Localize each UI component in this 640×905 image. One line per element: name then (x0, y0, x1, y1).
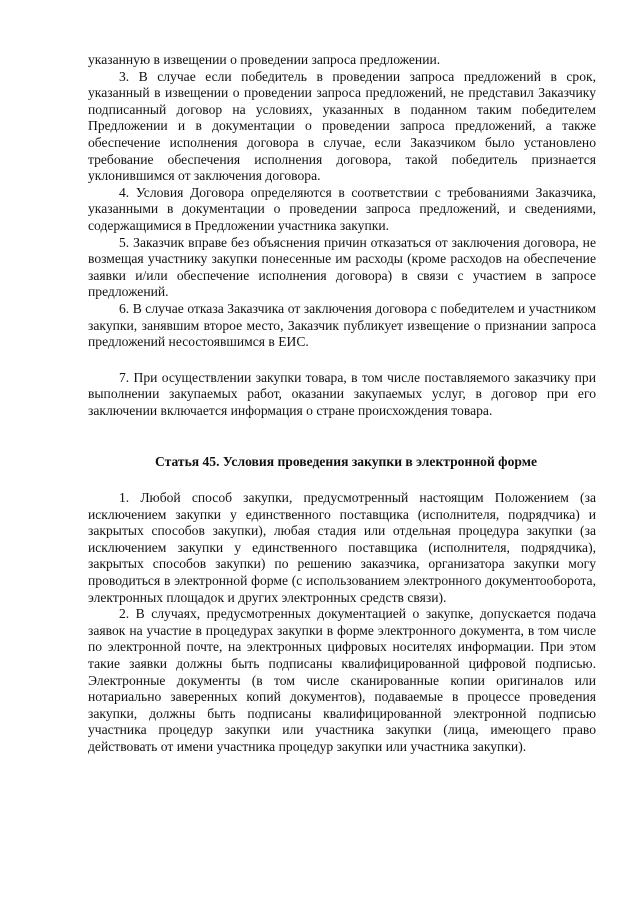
paragraph-4: 4. Условия Договора определяются в соответствии с требованиями Заказчика, указанными в документации о проведении запроса предложений, и сведениями, содержащимися в Предложении участника закупки. (88, 184, 596, 233)
article-paragraph-1: 1. Любой способ закупки, предусмотренный настоящим Положением (за исключением закупки у единственного поставщика (исполнителя, подрядчика) и закрытых способов закупки), любая стадия или отдельная процедура закупки (за исключением закупки у единственного поставщика (исполнителя, подрядчика), закрытых способов закупки) по решению заказчика, организатора закупки могу проводиться в электронной форме (с использованием электронного документооборота, электронных площадок и других электронных средств связи). (88, 490, 596, 605)
article-paragraph-2: 2. В случаях, предусмотренных документацией о закупке, допускается подача заявок на участие в процедурах закупки в форме электронного документа, в том числе по электронной почте, на электронных цифровых носителях информации. При этом такие заявки должны быть подписаны квалифицированной цифровой подписью. Электронные документы (в том числе сканированные копии оригиналов или нотариально заверенных копий документов), подаваемые в процессе проведения закупки, должны быть подписаны квалифицированной электронной подписью участника процедур закупки или участника закупки (лица, имеющего право действовать от имени участника процедур закупки или участника закупки). (88, 606, 596, 754)
spacer (88, 351, 596, 370)
spacer (88, 471, 596, 490)
spacer (88, 419, 596, 454)
paragraph-7: 7. При осуществлении закупки товара, в том числе поставляемого заказчику при выполнении закупаемых работ, оказании закупаемых услуг, в договор при его заключении включается информация о стране происхождения товара. (88, 369, 596, 418)
paragraph-6: 6. В случае отказа Заказчика от заключения договора с победителем и участником закупки, занявшим второе место, Заказчик публикует извещение о признании запроса предложений несостоявшимся в ЕИС. (88, 300, 596, 350)
document-page (88, 52, 596, 756)
paragraph-5: 5. Заказчик вправе без объяснения причин отказаться от заключения договора, не возмещая участнику закупки понесенные им расходы (кроме расходов на обеспечение заявки и/или обеспечение исполнения договора) в связи с участием в запросе предложений. (88, 234, 596, 300)
paragraph-3: 3. В случае если победитель в проведении запроса предложений в срок, указанный в извещении о проведении запроса предложений, не представил Заказчику подписанный договор на условиях, указанных в поданном таким победителем Предложении и в документации о проведении запроса предложений, а также обеспечение исполнения договора в случае, если Заказчиком было установлено требование обеспечения исполнения договора, такой победитель признается уклонившимся от заключения договора. (88, 68, 596, 184)
article-heading: Статья 45. Условия проведения закупки в электронной форме (154, 454, 538, 470)
paragraph-continuation: указанную в извещении о проведении запроса предложении. (88, 52, 441, 67)
